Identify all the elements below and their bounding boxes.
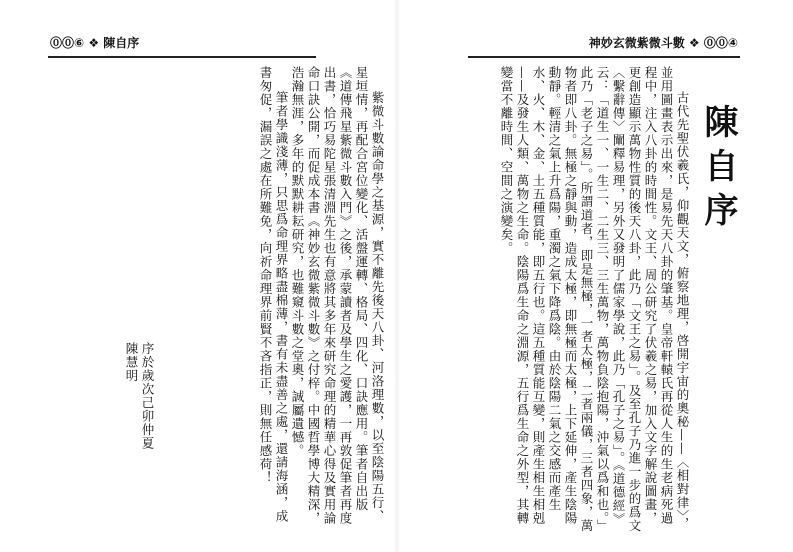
right-header-rule: [468, 56, 740, 58]
chapter-title: 陳自序: [698, 104, 738, 236]
left-page-body: [170, 66, 385, 536]
paragraph: 筆者學識淺薄，只思爲命理界略盡棉薄，書有未盡善之處，還請海涵，成書匆促，漏誤之處在所難免，向祈命理界前賢不吝指正，則無任感荷！: [258, 66, 289, 523]
paragraph: 古代先聖伏羲氏，仰觀天文，俯察地理，啓開宇宙的奧秘——〈相對律〉，並用圖畫表示出來，是易先天八卦的肇基。皇帝軒轅氏再從人生的生老病死過程中，注入八卦的時間性。文王、周公研究了伏羲之易，加入文字解說圖畫，更創造顯示萬物性質的後天八卦，此乃「文王之易」。及至孔子乃進一步的爲文〈繫辭傳〉闡釋易理，另外又發明了儒家學說，此乃「孔子之易」。《道德經》云：「道生一、一生二、二生三、三生萬物，萬物負陰抱陽，沖氣以爲和也。」此乃「老子之易」。所謂道者，即是無極，一者太極，二者兩儀，三者四象，萬物者即八卦。無極之靜與動，造成太極，即無極而太極，上下延伸，產生陰陽動靜。輕清之氣上升爲陽，重濁之氣下降爲陰。由於陰陽二氣之交感而產生水、火、木、金、土五種質能，即五行也。這五種質能互變，則產生相生相剋——及發生人類、萬物之生命。陰陽爲生命之淵源，五行爲生命之外型，其轉變當不離時間、空間之演變矣。: [499, 66, 690, 533]
paragraph: 紫微斗數論命學之基源，實不離先後天八卦、河洛理數，以至陰陽五行、星垣情，再配合宮位變化、活盤運轉、格局、四化、口訣應用。筆者自出版《道傳飛星紫微斗數入門》之後，承蒙讀者及學生之愛護，一再敦促筆者再度出書，恰巧易陀星張清淵先生也有意將其多年來研究命理的精華心得及實用論命口訣公開，而促成本書《神妙玄微紫微斗數》之付梓。中國哲學博大精深，浩瀚無涯，多年的默默耕耘研究，也難窺斗數之堂奧，誠屬遺憾。: [290, 66, 385, 525]
left-page-header: ⓪⓪⑥ ❖ 陳自序: [50, 36, 140, 50]
signature-date: 序於歲次己卯仲夏: [140, 342, 155, 450]
page-gutter: [394, 0, 400, 552]
right-page-body: [495, 66, 690, 536]
right-page-header: 神妙玄微紫微斗數 ❖ ⓪⓪④: [588, 36, 738, 50]
left-header-rule: [48, 56, 316, 58]
signature-name: 陳慧明: [124, 342, 139, 383]
